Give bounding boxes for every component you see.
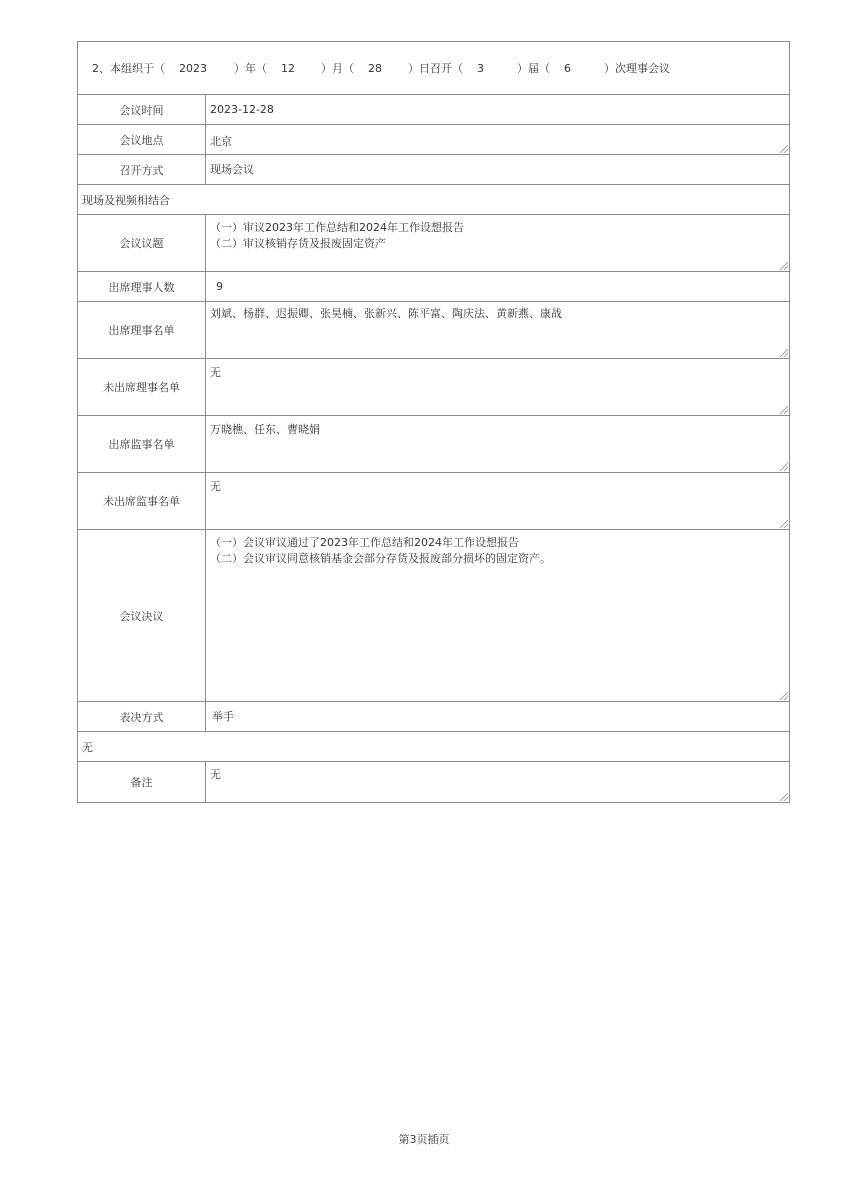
resize-grip-icon[interactable] [780,145,788,153]
row-place [78,125,789,155]
header-month[interactable]: 12 [281,61,295,75]
label-remark: 备注 [78,762,206,802]
header-prefix: 2、本组织于（ [92,62,165,75]
row-remark [78,762,789,802]
label-vote: 表决方式 [78,702,206,731]
row-attend-list [78,302,789,359]
resize-grip-icon[interactable] [780,349,788,357]
field-attend-list[interactable] [206,302,789,358]
resize-grip-icon[interactable] [780,793,788,801]
attend-list-text: 刘斌、杨群、迟振卿、张昊楠、张新兴、陈平富、陶庆法、黄新燕、康战 [210,307,562,320]
absent-supervisor-text: 无 [210,480,221,493]
label-absent-list: 未出席理事名单 [78,359,206,415]
label-attend-list: 出席理事名单 [78,302,206,358]
row-resolution [78,530,789,702]
row-supervisor-list [78,416,789,473]
header-month-suffix: ）月（ [321,62,354,75]
label-attend-count: 出席理事人数 [78,272,206,301]
agenda-line: （一）审议2023年工作总结和2024年工作设想报告 [210,221,464,234]
row-agenda [78,215,789,272]
label-time: 会议时间 [78,95,206,124]
resize-grip-icon[interactable] [780,262,788,270]
row-vote [78,702,789,732]
resize-grip-icon[interactable] [780,463,788,471]
label-method: 召开方式 [78,155,206,184]
field-method[interactable]: 现场会议 [210,162,254,176]
field-resolution[interactable] [206,530,789,701]
row-attend-count [78,272,789,302]
row-absent-list [78,359,789,416]
field-remark[interactable] [206,762,789,802]
field-vote[interactable]: 举手 [212,709,234,723]
label-resolution: 会议决议 [78,530,206,701]
absent-list-text: 无 [210,366,221,379]
resolution-line: （一）会议审议通过了2023年工作总结和2024年工作设想报告 [210,536,519,549]
agenda-line: （二）审议核销存货及报废固定资产 [210,237,386,250]
header-session[interactable]: 3 [477,61,484,75]
header-year[interactable]: 2023 [179,61,207,75]
header-meeting-suffix: ）次理事会议 [604,62,670,75]
label-supervisor-list: 出席监事名单 [78,416,206,472]
vote-note: 无 [78,732,789,762]
header-day-suffix: ）日召开（ [408,62,463,75]
remark-text: 无 [210,768,221,781]
header-meeting-no[interactable]: 6 [564,61,571,75]
resolution-line: （二）会议审议同意核销基金会部分存货及报废部分损坏的固定资产。 [210,552,551,565]
header-session-suffix: ）届（ [517,62,550,75]
row-absent-supervisor [78,473,789,530]
resize-grip-icon[interactable] [780,406,788,414]
field-time[interactable]: 2023-12-28 [210,102,274,116]
row-method [78,155,789,185]
meeting-header [78,42,789,95]
resize-grip-icon[interactable] [780,520,788,528]
meeting-form [77,41,790,803]
supervisor-list-text: 万晓樵、任东、曹晓娟 [210,423,320,436]
field-attend-count[interactable]: 9 [216,279,223,293]
label-absent-supervisor: 未出席监事名单 [78,473,206,529]
field-agenda[interactable] [206,215,789,271]
label-place: 会议地点 [78,125,206,154]
method-note: 现场及视频相结合 [78,185,789,215]
header-day[interactable]: 28 [368,61,382,75]
field-absent-supervisor[interactable] [206,473,789,529]
row-time [78,95,789,125]
page-footer: 第3页插页 [398,1133,450,1146]
header-year-suffix: ）年（ [234,62,267,75]
field-place[interactable] [206,125,789,154]
label-agenda: 会议议题 [78,215,206,271]
field-place-text: 北京 [210,135,232,148]
field-supervisor-list[interactable] [206,416,789,472]
field-absent-list[interactable] [206,359,789,415]
resize-grip-icon[interactable] [780,692,788,700]
